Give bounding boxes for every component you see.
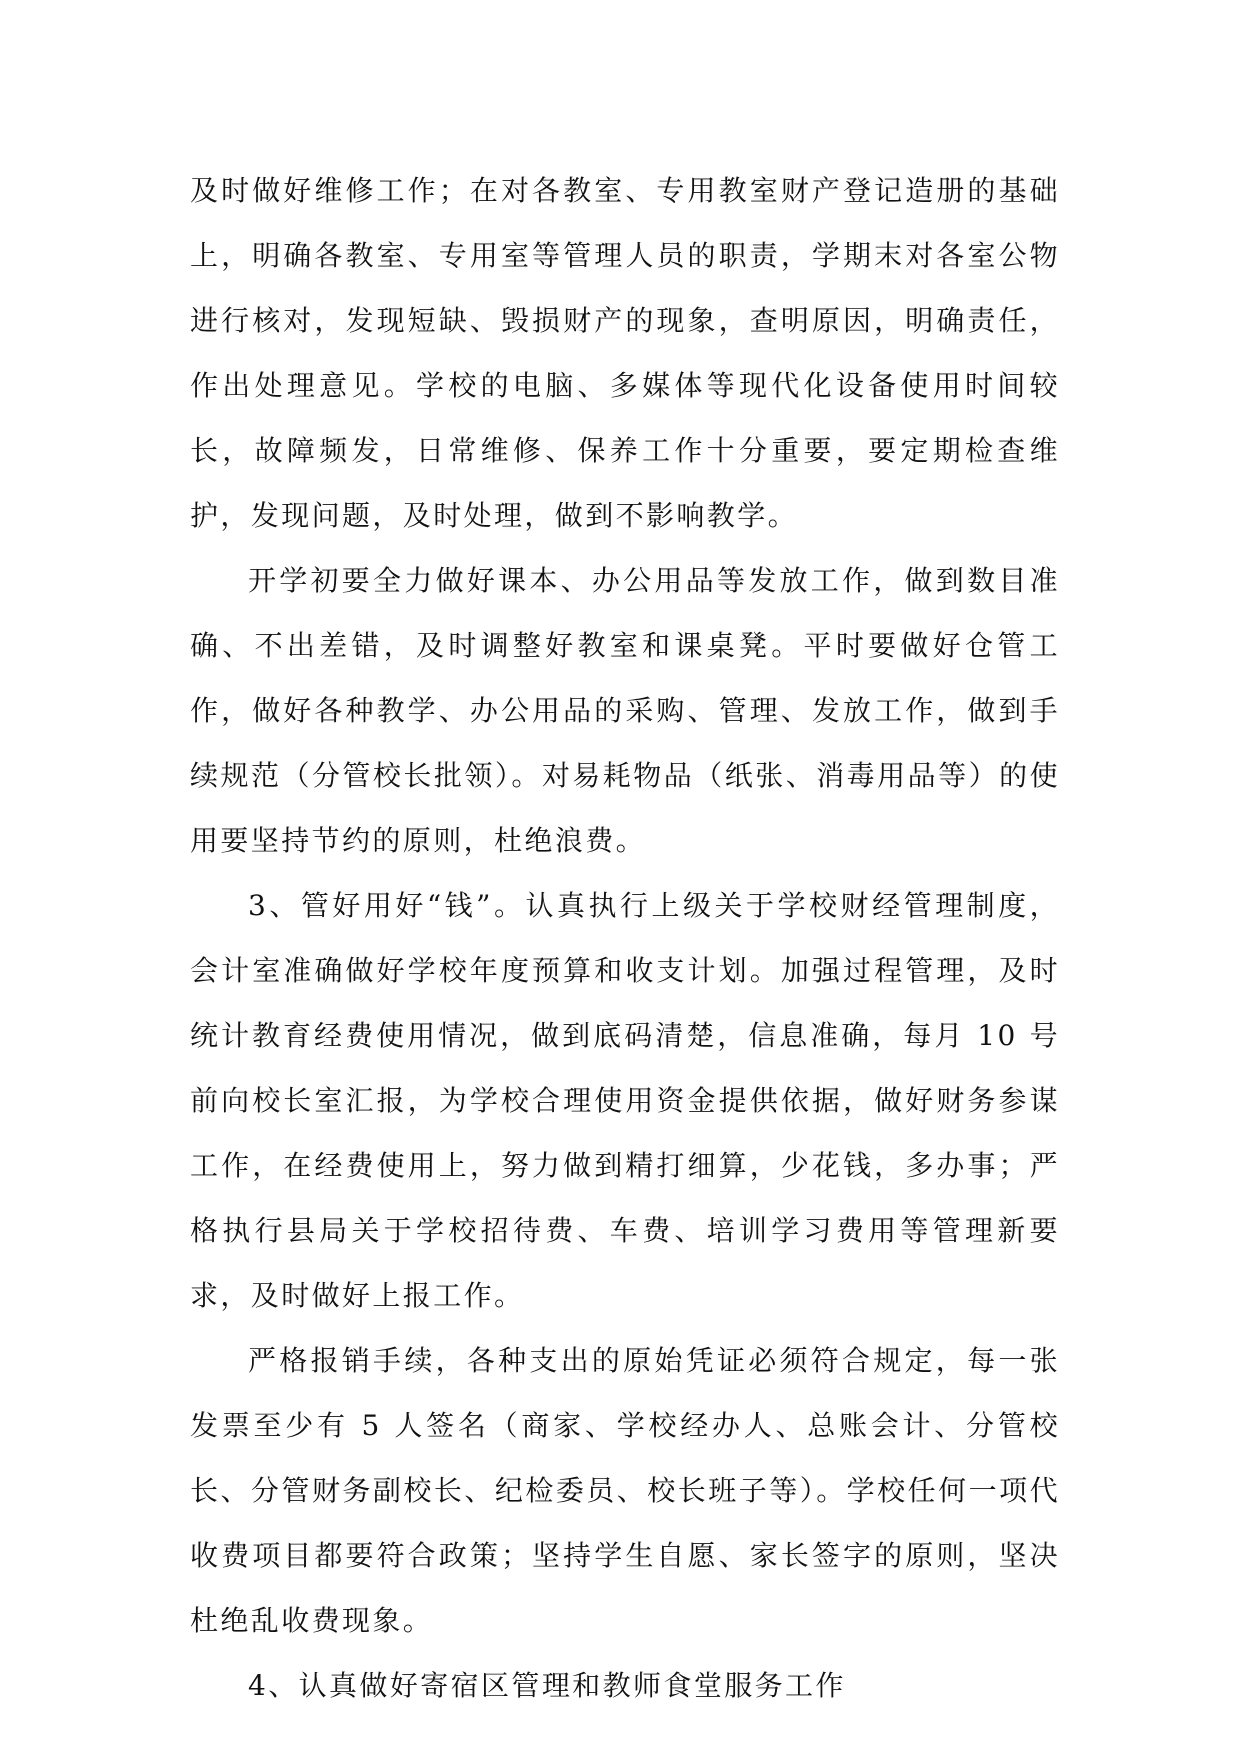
paragraph-dormitory-heading: 4、认真做好寄宿区管理和教师食堂服务工作 bbox=[248, 1669, 846, 1702]
paragraph-reimbursement: 严格报销手续，各种支出的原始凭证必须符合规定，每一张发票至少有 5 人签名（商家、学校经办人、总账会计、分管校长、分管财务副校长、纪检委员、校长班子等）。学校任何一项代收费项目都要符合政策；坚持学生自愿、家长签字的原则，坚决杜绝乱收费现象。 bbox=[190, 1344, 1060, 1637]
paragraph-finance-management: 3、管好用好“钱”。认真执行上级关于学校财经管理制度，会计室准确做好学校年度预算和收支计划。加强过程管理，及时统计教育经费使用情况，做到底码清楚，信息准确，每月 10 号前向校长室汇报，为学校合理使用资金提供依据，做好财务参谋工作，在经费使用上，努力做到精打细算，少花钱，多办事；严格执行县局关于学校招待费、车费、培训学习费用等管理新要求，及时做好上报工作。 bbox=[190, 889, 1060, 1312]
paragraph-supplies: 开学初要全力做好课本、办公用品等发放工作，做到数目准确、不出差错，及时调整好教室和课桌凳。平时要做好仓管工作，做好各种教学、办公用品的采购、管理、发放工作，做到手续规范（分管校长批领）。对易耗物品（纸张、消毒用品等）的使用要坚持节约的原则，杜绝浪费。 bbox=[190, 564, 1060, 857]
paragraph-maintenance: 及时做好维修工作；在对各教室、专用教室财产登记造册的基础上，明确各教室、专用室等管理人员的职责，学期末对各室公物进行核对，发现短缺、毁损财产的现象，查明原因，明确责任，作出处理意见。学校的电脑、多媒体等现代化设备使用时间较长，故障频发，日常维修、保养工作十分重要，要定期检查维护，发现问题，及时处理，做到不影响教学。 bbox=[190, 174, 1060, 532]
document-page bbox=[190, 158, 1060, 1718]
